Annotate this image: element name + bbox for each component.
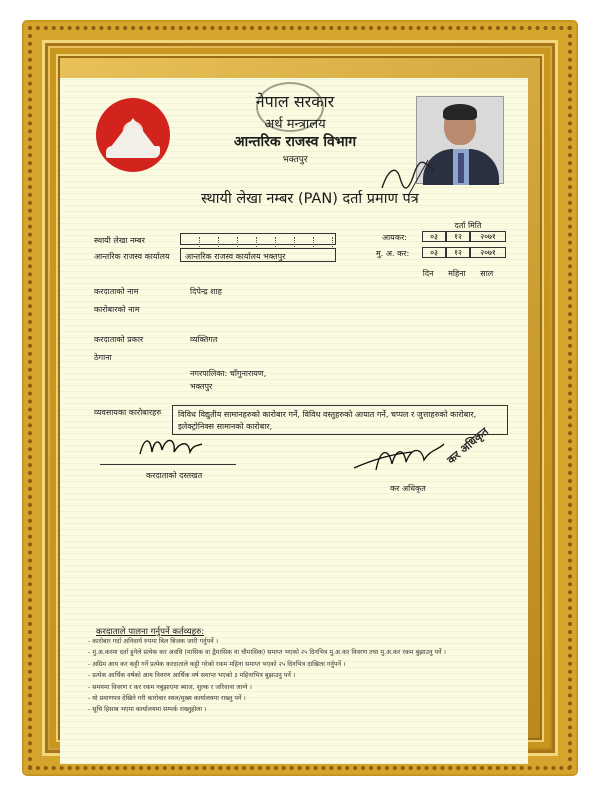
taxpayer-signature-label: करदाताको दस्तखत xyxy=(146,471,203,480)
officer-signature xyxy=(352,440,448,480)
instructions-list xyxy=(88,636,508,716)
firm-name-label: कारोबारको नाम xyxy=(94,305,140,314)
officer-stamp: कर अधिकृत xyxy=(444,424,491,467)
photo-hair xyxy=(443,104,477,120)
address-label: ठेगाना xyxy=(94,353,112,362)
certificate-paper xyxy=(60,78,528,764)
instruction-item: - प्रत्येक आर्थिक वर्षको आय विवरण आर्थिक वर्ष समाप्त भएको ३ महिनाभित्र बुझाउनु पर्ने । xyxy=(88,672,296,680)
pan-number-boxes xyxy=(180,233,336,245)
emblem-mountain xyxy=(110,118,156,148)
vat-day: ०३ xyxy=(422,247,446,258)
certificate-title: स्थायी लेखा नम्बर (PAN) दर्ता प्रमाण पत्र xyxy=(201,191,419,207)
vat-year: २०७१ xyxy=(470,247,506,258)
date-footer-day: दिन xyxy=(422,269,434,278)
instructions-heading: करदाताले पालना गर्नुपर्ने कर्तव्यहरु: xyxy=(96,627,205,637)
registration-date-heading: दर्ता मिति xyxy=(454,221,482,230)
income-tax-month: १२ xyxy=(446,231,470,242)
government-line4: भक्तपुर xyxy=(282,155,308,165)
date-footer-year: साल xyxy=(480,269,494,278)
vat-month: १२ xyxy=(446,247,470,258)
date-footer-month: महिना xyxy=(448,269,466,278)
taxpayer-type-label: करदाताको प्रकार xyxy=(94,335,144,344)
business-label: व्यवसायका कारोबारहरु xyxy=(94,408,162,417)
instruction-item: - सूचि हिसाब भएमा कार्यालयमा सम्पर्क राख्नुहोला । xyxy=(88,706,207,714)
government-line2: अर्थ मन्त्रालय xyxy=(264,117,326,132)
address-line1: नगरपालिका: चाँगुनारायण, xyxy=(190,369,267,378)
photo-tie xyxy=(458,153,464,183)
nepal-emblem xyxy=(96,98,170,172)
government-line3: आन्तरिक राजस्व विभाग xyxy=(233,134,357,150)
instruction-item: - कारोबार गर्दा अनिवार्य रुपमा बिल बिजक जारी गर्नुपर्ने । xyxy=(88,638,218,645)
instruction-item: - अग्रिम आय कर कट्टी गर्ने प्रत्येक करदाताले कट्टी गरेको रकम महिना समाप्त भएको २५ दिनभित्र दाखिला गर्नुपर्ने । xyxy=(88,660,346,668)
officer-signature-label: कर अधिकृत xyxy=(390,484,426,493)
office-value: आन्तरिक राजस्व कार्यालय भक्तपुर xyxy=(180,248,336,262)
taxpayer-name-label: करदाताको नाम xyxy=(94,287,139,296)
taxpayer-type-value: व्यक्तिगत xyxy=(190,335,218,344)
instruction-item: - मु.अ.करमा दर्ता हुनेले प्रत्येक कर अवधि (मासिक वा द्वैमासिक वा चौमासिक) समाप्त भएको २५ दिनभित्र मु.अ.कर विवरण तथा मु.अ.कर रकम बुझाउनु पर्ने । xyxy=(88,649,446,657)
taxpayer-signature-line xyxy=(100,464,236,465)
instruction-item: - यो प्रमाणपत्र देखिने गरी कारोबार स्थल/मुख्य कार्यालयमा राख्नु पर्ने । xyxy=(88,695,246,703)
taxpayer-signature xyxy=(136,430,206,464)
instruction-item: - समयमा विवरण र कर रकम नबुझाएमा ब्याज, शुल्क र जरिवाना लाग्ने । xyxy=(88,683,252,691)
income-tax-date-label: आयकर: xyxy=(382,233,407,242)
taxpayer-name-value: दिपेन्द्र शाह xyxy=(190,287,222,296)
business-value: विविध विद्युतीय सामानहरुको कारोबार गर्ने, विविध वस्तुहरुको आयात गर्ने, चप्पल र जुत्ताहरुको कारोबार, इलेक्ट्रोनिक्स सामानको कारोबार, xyxy=(172,405,508,435)
date-format-footer xyxy=(410,268,506,279)
emblem-map xyxy=(106,146,160,158)
income-tax-year: २०७१ xyxy=(470,231,506,242)
pan-label: स्थायी लेखा नम्बर xyxy=(94,236,145,245)
vat-date-label: मु. अ. कर: xyxy=(376,249,410,258)
office-label: आन्तरिक राजस्व कार्यालय xyxy=(94,252,170,261)
income-tax-day: ०३ xyxy=(422,231,446,242)
government-line1: नेपाल सरकार xyxy=(255,92,335,111)
address-line2: भक्तपुर xyxy=(190,382,213,391)
